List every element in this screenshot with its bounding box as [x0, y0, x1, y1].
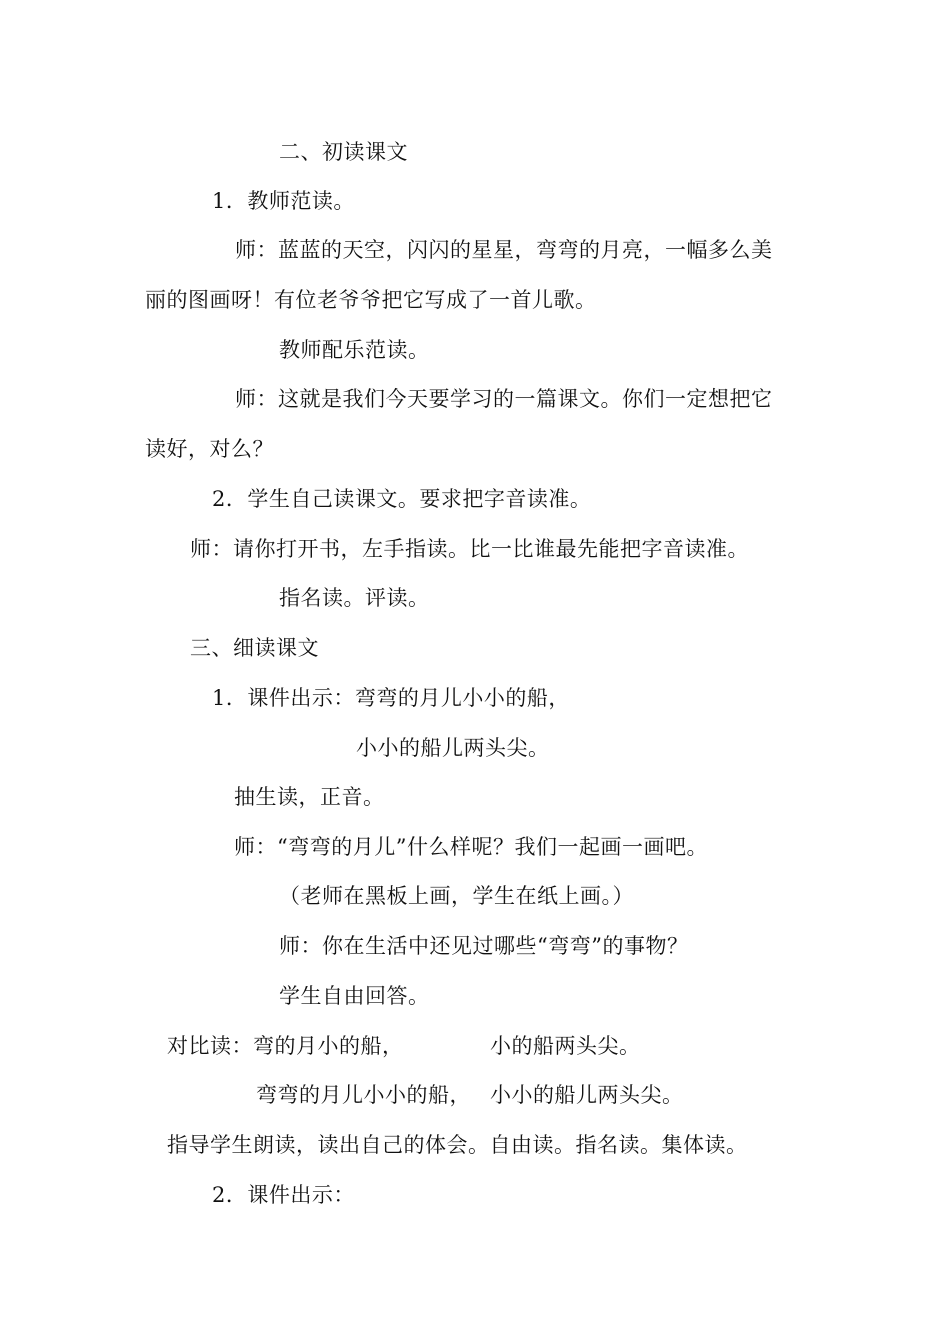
item-1-courseware: 1．课件出示：弯弯的月儿小小的船， — [212, 686, 570, 710]
item-2-student-reading: 2．学生自己读课文。要求把字音读准。 — [212, 487, 592, 511]
paragraph-line: 抽生读，正音。 — [234, 785, 385, 809]
section-heading-2: 二、初读课文 — [279, 140, 408, 164]
paragraph-line: 丽的图画呀！有位老爷爷把它写成了一首儿歌。 — [145, 288, 597, 312]
poem-line: 小小的船儿两头尖。 — [356, 736, 550, 760]
item-1-teacher-reading: 1．教师范读。 — [212, 189, 355, 213]
contrast-reading-label: 对比读：弯的月小的船， — [167, 1034, 404, 1058]
contrast-reading-right-2: 小小的船儿两头尖。 — [490, 1083, 684, 1107]
guide-line: 指导学生朗读，读出自己的体会。自由读。指名读。集体读。 — [167, 1133, 748, 1157]
paragraph-line: 师：“弯弯的月儿”什么样呢？我们一起画一画吧。 — [234, 835, 708, 859]
section-heading-3: 三、细读课文 — [190, 636, 319, 660]
paragraph-line: 学生自由回答。 — [279, 984, 430, 1008]
paragraph-line: （老师在黑板上画，学生在纸上画。） — [279, 884, 634, 908]
paragraph-line: 教师配乐范读。 — [279, 338, 430, 362]
contrast-reading-right: 小的船两头尖。 — [490, 1034, 641, 1058]
paragraph-line: 指名读。评读。 — [279, 586, 430, 610]
paragraph-line: 师：蓝蓝的天空，闪闪的星星，弯弯的月亮，一幅多么美 — [235, 238, 773, 262]
paragraph-line: 师：这就是我们今天要学习的一篇课文。你们一定想把它 — [235, 387, 773, 411]
paragraph-line: 师：你在生活中还见过哪些“弯弯”的事物？ — [279, 934, 689, 958]
contrast-reading-left-2: 弯弯的月儿小小的船， — [256, 1083, 471, 1107]
paragraph-line: 师：请你打开书，左手指读。比一比谁最先能把字音读准。 — [190, 537, 749, 561]
item-2-courseware: 2．课件出示： — [212, 1183, 355, 1207]
paragraph-line: 读好，对么？ — [145, 437, 274, 461]
